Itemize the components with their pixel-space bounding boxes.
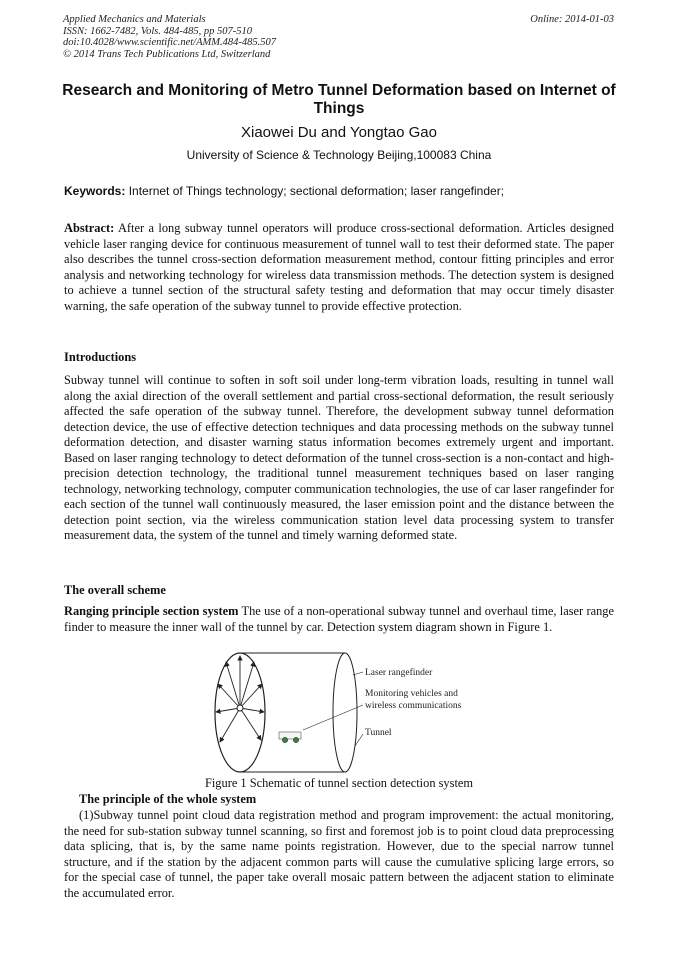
copyright-line: © 2014 Trans Tech Publications Ltd, Switzerland — [63, 48, 271, 60]
online-date: Online: 2014-01-03 — [530, 14, 614, 25]
keywords-label: Keywords: — [64, 184, 126, 198]
ranging-paragraph — [64, 604, 614, 635]
keywords-text: Internet of Things technology; sectional deformation; laser rangefinder; — [125, 184, 505, 198]
authors: Xiaowei Du and Yongtao Gao — [241, 124, 437, 141]
issn-line: ISSN: 1662-7482, Vols. 484-485, pp 507-510 — [63, 25, 252, 37]
abstract — [64, 221, 614, 314]
principle-text: (1)Subway tunnel point cloud data registration method and program improvement: the actual monitoring, the need for sub-station subway tunnel scanning, so first and foremost job is to point cloud data preprocessing data splicing, that is, by the same name points registration. However, due to the special narrow tunnel structure, and if the station by the adjacent common parts will cause the cumulative splicing large errors, so for the special case of tunnel, the paper take overall mosaic pattern between the adjacent station to eliminate the accumulated error. — [64, 808, 614, 900]
abstract-label: Abstract: — [64, 221, 115, 235]
label-laser-rangefinder: Laser rangefinder — [365, 668, 433, 678]
label-wireless-communications: wireless communications — [365, 701, 462, 711]
ranging-label: Ranging principle section system — [64, 604, 239, 618]
figure-1-diagram — [205, 650, 465, 775]
introductions-text: Subway tunnel will continue to soften in soft soil under long-term vibration loads, resulting in tunnel wall along the axial direction of the overall settlement and partial cross-sectional deformation, the result seriously affected the safe operation of the subway tunnel. Therefore, the development subway tunnel deformation detection device, the use of effective detection techniques and data processing methods on the subway tunnel deformation detection, and disaster warning status information becomes extremely urgent and important. Based on laser ranging technology to detect deformation of the tunnel cross-section is a non-contact and high-precision detection technology, the traditional tunnel measurement techniques based on laser ranging technology, networking technology, computer communication technologies, the use of car laser rangefinder for each section of the tunnel wall continuously measured, the laser emission point and the distance between the detection point section, via the wireless communication station level data processing system to transfer measurement data, the system of the tunnel and timely warning deformed state. — [64, 373, 614, 542]
journal-name: Applied Mechanics and Materials — [63, 14, 206, 25]
abstract-text: After a long subway tunnel operators will produce cross-sectional deformation. Articles designed vehicle laser ranging device for continuous measurement of tunnel wall to test their deformed state. The paper also describes the tunnel cross-section deformation measurement method, contour fitting principles and error analysis and networking technology for wireless data transmission methods. The detection system is designed to achieve a tunnel section of the structural safety testing and deformation that may occur timely disaster warning, the safe operation of the subway tunnel to provide effective protection. — [64, 221, 614, 313]
monitoring-vehicle — [279, 732, 301, 743]
figure-1-caption: Figure 1 Schematic of tunnel section detection system — [204, 776, 474, 790]
label-monitoring-vehicles: Monitoring vehicles and — [365, 689, 458, 699]
ranging-text: The use of a non-operational subway tunnel and overhaul time, laser range finder to measure the inner wall of the tunnel by car. Detection system diagram shown in Figure 1. — [64, 604, 614, 634]
paper-title: Research and Monitoring of Metro Tunnel Deformation based on Internet of Things — [62, 82, 616, 117]
affiliation: University of Science & Technology Beijing,100083 China — [186, 148, 492, 162]
keywords — [64, 184, 616, 198]
label-tunnel: Tunnel — [365, 728, 392, 738]
journal-header — [63, 14, 276, 60]
principle-heading: The principle of the whole system — [79, 792, 257, 806]
introductions-heading: Introductions — [64, 350, 137, 364]
laser-rangefinder-device — [237, 705, 243, 711]
overall-scheme-heading: The overall scheme — [64, 583, 166, 597]
doi-line[interactable]: doi:10.4028/www.scientific.net/AMM.484-485.507 — [63, 37, 276, 48]
